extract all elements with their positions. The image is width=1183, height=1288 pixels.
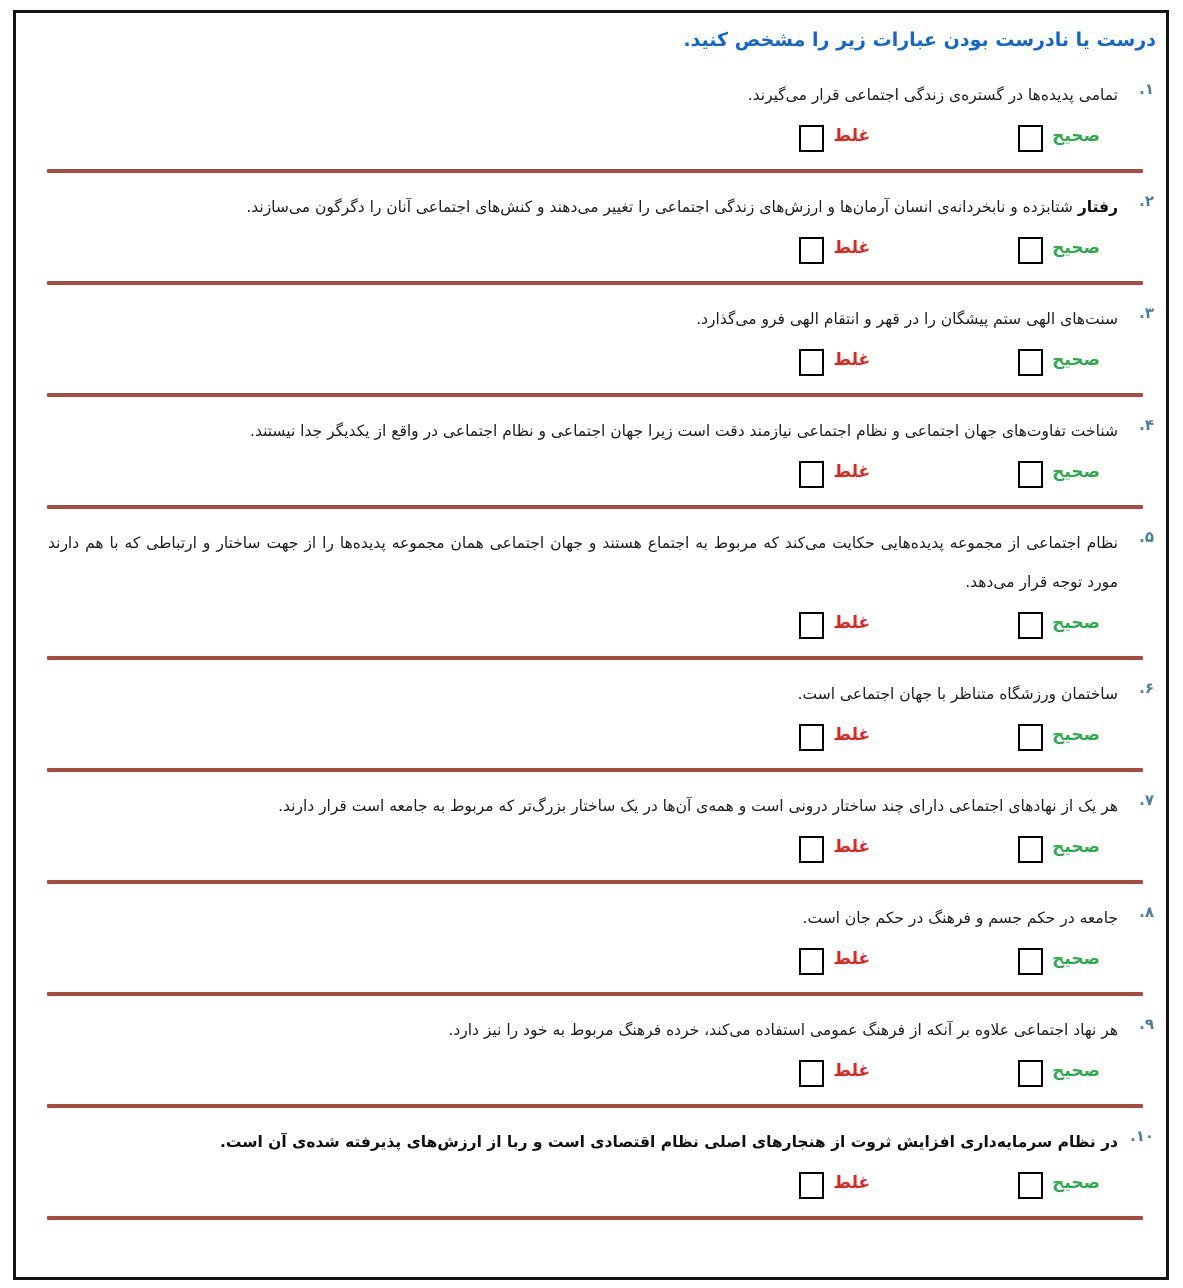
wrong-checkbox[interactable] <box>799 461 824 488</box>
correct-label: صحیح <box>1052 238 1100 258</box>
question-row <box>34 188 1158 227</box>
question-text-bold: رفتار <box>1077 198 1118 216</box>
page-title: درست یا نادرست بودن عبارات زیر را مشخص کنید. <box>683 29 1156 51</box>
correct-label: صحیح <box>1052 126 1100 146</box>
wrong-checkbox[interactable] <box>799 237 824 264</box>
question-row <box>34 76 1158 115</box>
question-number: ۱۰. <box>1129 1127 1154 1145</box>
question-item <box>34 660 1158 772</box>
question-item <box>34 1108 1158 1220</box>
answer-choices <box>34 718 1158 752</box>
question-text-body: سنت‌های الهی ستم پیشگان را در قهر و انتقام الهی فرو می‌گذارد. <box>696 310 1118 328</box>
wrong-checkbox[interactable] <box>799 724 824 751</box>
question-text-body: ساختمان ورزشگاه متناظر با جهان اجتماعی است. <box>797 685 1118 703</box>
question-item <box>34 509 1158 660</box>
answer-choices <box>34 1054 1158 1088</box>
correct-label: صحیح <box>1052 949 1100 969</box>
question-text-body: جامعه در حکم جسم و فرهنگ در حکم جان است. <box>802 909 1118 927</box>
choice-correct <box>1018 233 1100 264</box>
wrong-checkbox[interactable] <box>799 125 824 152</box>
correct-label: صحیح <box>1052 1061 1100 1081</box>
correct-checkbox[interactable] <box>1018 612 1043 639</box>
wrong-label: غلط <box>833 238 871 258</box>
question-text-body: هر نهاد اجتماعی علاوه بر آنکه از فرهنگ عمومی استفاده می‌کند، خرده فرهنگ مربوط به خود را نیز دارد. <box>448 1021 1118 1039</box>
choice-wrong <box>799 608 870 639</box>
choice-correct <box>1018 608 1100 639</box>
correct-label: صحیح <box>1052 725 1100 745</box>
correct-checkbox[interactable] <box>1018 125 1043 152</box>
question-text <box>34 524 1118 602</box>
choice-wrong <box>799 121 870 152</box>
choice-correct <box>1018 720 1100 751</box>
answer-choices <box>34 119 1158 153</box>
correct-checkbox[interactable] <box>1018 1060 1043 1087</box>
answer-choices <box>34 231 1158 265</box>
answer-choices <box>34 455 1158 489</box>
choice-correct <box>1018 121 1100 152</box>
answer-choices <box>34 606 1158 640</box>
choice-correct <box>1018 1056 1100 1087</box>
question-item <box>34 173 1158 285</box>
question-text-body: شتابزده و نابخردانه‌ی انسان آرمان‌ها و ارزش‌های زندگی اجتماعی را تغییر می‌دهند و کنش‌های اجتماعی آنان را دگرگون می‌سازند. <box>246 198 1073 216</box>
question-text <box>34 899 1118 938</box>
wrong-label: غلط <box>833 462 871 482</box>
correct-label: صحیح <box>1052 837 1100 857</box>
correct-label: صحیح <box>1052 1173 1100 1193</box>
wrong-label: غلط <box>833 613 871 633</box>
question-text-body: نظام اجتماعی از مجموعه پدیده‌هایی حکایت می‌کند که مربوط به اجتماع هستند و جهان اجتماعی همان مجموعه پدیده‌ها را از جهت ساختار و ارتباطی که با هم دارند مورد توجه قرار می‌دهد. <box>48 534 1118 591</box>
choice-correct <box>1018 457 1100 488</box>
question-item <box>34 884 1158 996</box>
question-item <box>34 996 1158 1108</box>
question-divider <box>47 1216 1143 1220</box>
question-number: ۸. <box>1139 903 1154 921</box>
choice-correct <box>1018 345 1100 376</box>
worksheet-content <box>16 13 1166 1220</box>
wrong-checkbox[interactable] <box>799 349 824 376</box>
wrong-checkbox[interactable] <box>799 1060 824 1087</box>
wrong-label: غلط <box>833 1061 871 1081</box>
wrong-label: غلط <box>833 725 871 745</box>
answer-choices <box>34 830 1158 864</box>
choice-correct <box>1018 944 1100 975</box>
correct-checkbox[interactable] <box>1018 836 1043 863</box>
question-text <box>34 787 1118 826</box>
wrong-label: غلط <box>833 837 871 857</box>
wrong-label: غلط <box>833 1173 871 1193</box>
choice-wrong <box>799 1168 870 1199</box>
question-text <box>34 1123 1118 1162</box>
wrong-checkbox[interactable] <box>799 612 824 639</box>
question-item <box>34 61 1158 173</box>
correct-checkbox[interactable] <box>1018 461 1043 488</box>
questions-list <box>34 61 1158 1220</box>
question-row <box>34 300 1158 339</box>
question-number: ۲. <box>1139 192 1154 210</box>
correct-label: صحیح <box>1052 350 1100 370</box>
question-number: ۶. <box>1139 679 1154 697</box>
correct-label: صحیح <box>1052 613 1100 633</box>
question-row <box>34 675 1158 714</box>
question-row <box>34 1011 1158 1050</box>
choice-wrong <box>799 345 870 376</box>
answer-choices <box>34 1166 1158 1200</box>
answer-choices <box>34 343 1158 377</box>
question-item <box>34 285 1158 397</box>
wrong-checkbox[interactable] <box>799 948 824 975</box>
choice-correct <box>1018 832 1100 863</box>
question-row <box>34 412 1158 451</box>
wrong-label: غلط <box>833 949 871 969</box>
wrong-checkbox[interactable] <box>799 1172 824 1199</box>
question-text-body: تمامی پدیده‌ها در گستره‌ی زندگی اجتماعی قرار می‌گیرند. <box>747 86 1118 104</box>
question-text-body: شناخت تفاوت‌های جهان اجتماعی و نظام اجتماعی نیازمند دقت است زیرا جهان اجتماعی و نظام اجتماعی در واقع از یکدیگر جدا نیستند. <box>250 422 1118 440</box>
question-row <box>34 787 1158 826</box>
choice-wrong <box>799 1056 870 1087</box>
question-text <box>34 412 1118 451</box>
question-text-body: هر یک از نهادهای اجتماعی دارای چند ساختار درونی است و همه‌ی آن‌ها در یک ساختار بزرگ‌تر که مربوط به جامعه است قرار دارند. <box>278 797 1118 815</box>
correct-checkbox[interactable] <box>1018 237 1043 264</box>
wrong-label: غلط <box>833 126 871 146</box>
choice-wrong <box>799 944 870 975</box>
question-number: ۴. <box>1139 416 1154 434</box>
question-text-body: در نظام سرمایه‌داری افزایش ثروت از هنجارهای اصلی نظام اقتصادی است و ربا از ارزش‌های پذیرفته شده‌ی آن است. <box>219 1133 1118 1151</box>
question-number: ۷. <box>1139 791 1154 809</box>
question-text <box>34 1011 1118 1050</box>
worksheet-page <box>13 10 1169 1280</box>
question-number: ۵. <box>1139 528 1154 546</box>
question-text <box>34 188 1118 227</box>
correct-label: صحیح <box>1052 462 1100 482</box>
correct-checkbox[interactable] <box>1018 1172 1043 1199</box>
question-item <box>34 397 1158 509</box>
question-item <box>34 772 1158 884</box>
correct-checkbox[interactable] <box>1018 349 1043 376</box>
choice-wrong <box>799 832 870 863</box>
wrong-checkbox[interactable] <box>799 836 824 863</box>
answer-choices <box>34 942 1158 976</box>
choice-wrong <box>799 233 870 264</box>
question-text <box>34 675 1118 714</box>
question-row <box>34 524 1158 602</box>
question-row <box>34 899 1158 938</box>
question-number: ۹. <box>1139 1015 1154 1033</box>
choice-wrong <box>799 457 870 488</box>
question-number: ۱. <box>1139 80 1154 98</box>
question-number: ۳. <box>1139 304 1154 322</box>
correct-checkbox[interactable] <box>1018 724 1043 751</box>
choice-wrong <box>799 720 870 751</box>
correct-checkbox[interactable] <box>1018 948 1043 975</box>
wrong-label: غلط <box>833 350 871 370</box>
question-text <box>34 300 1118 339</box>
question-row <box>34 1123 1158 1162</box>
question-text <box>34 76 1118 115</box>
choice-correct <box>1018 1168 1100 1199</box>
